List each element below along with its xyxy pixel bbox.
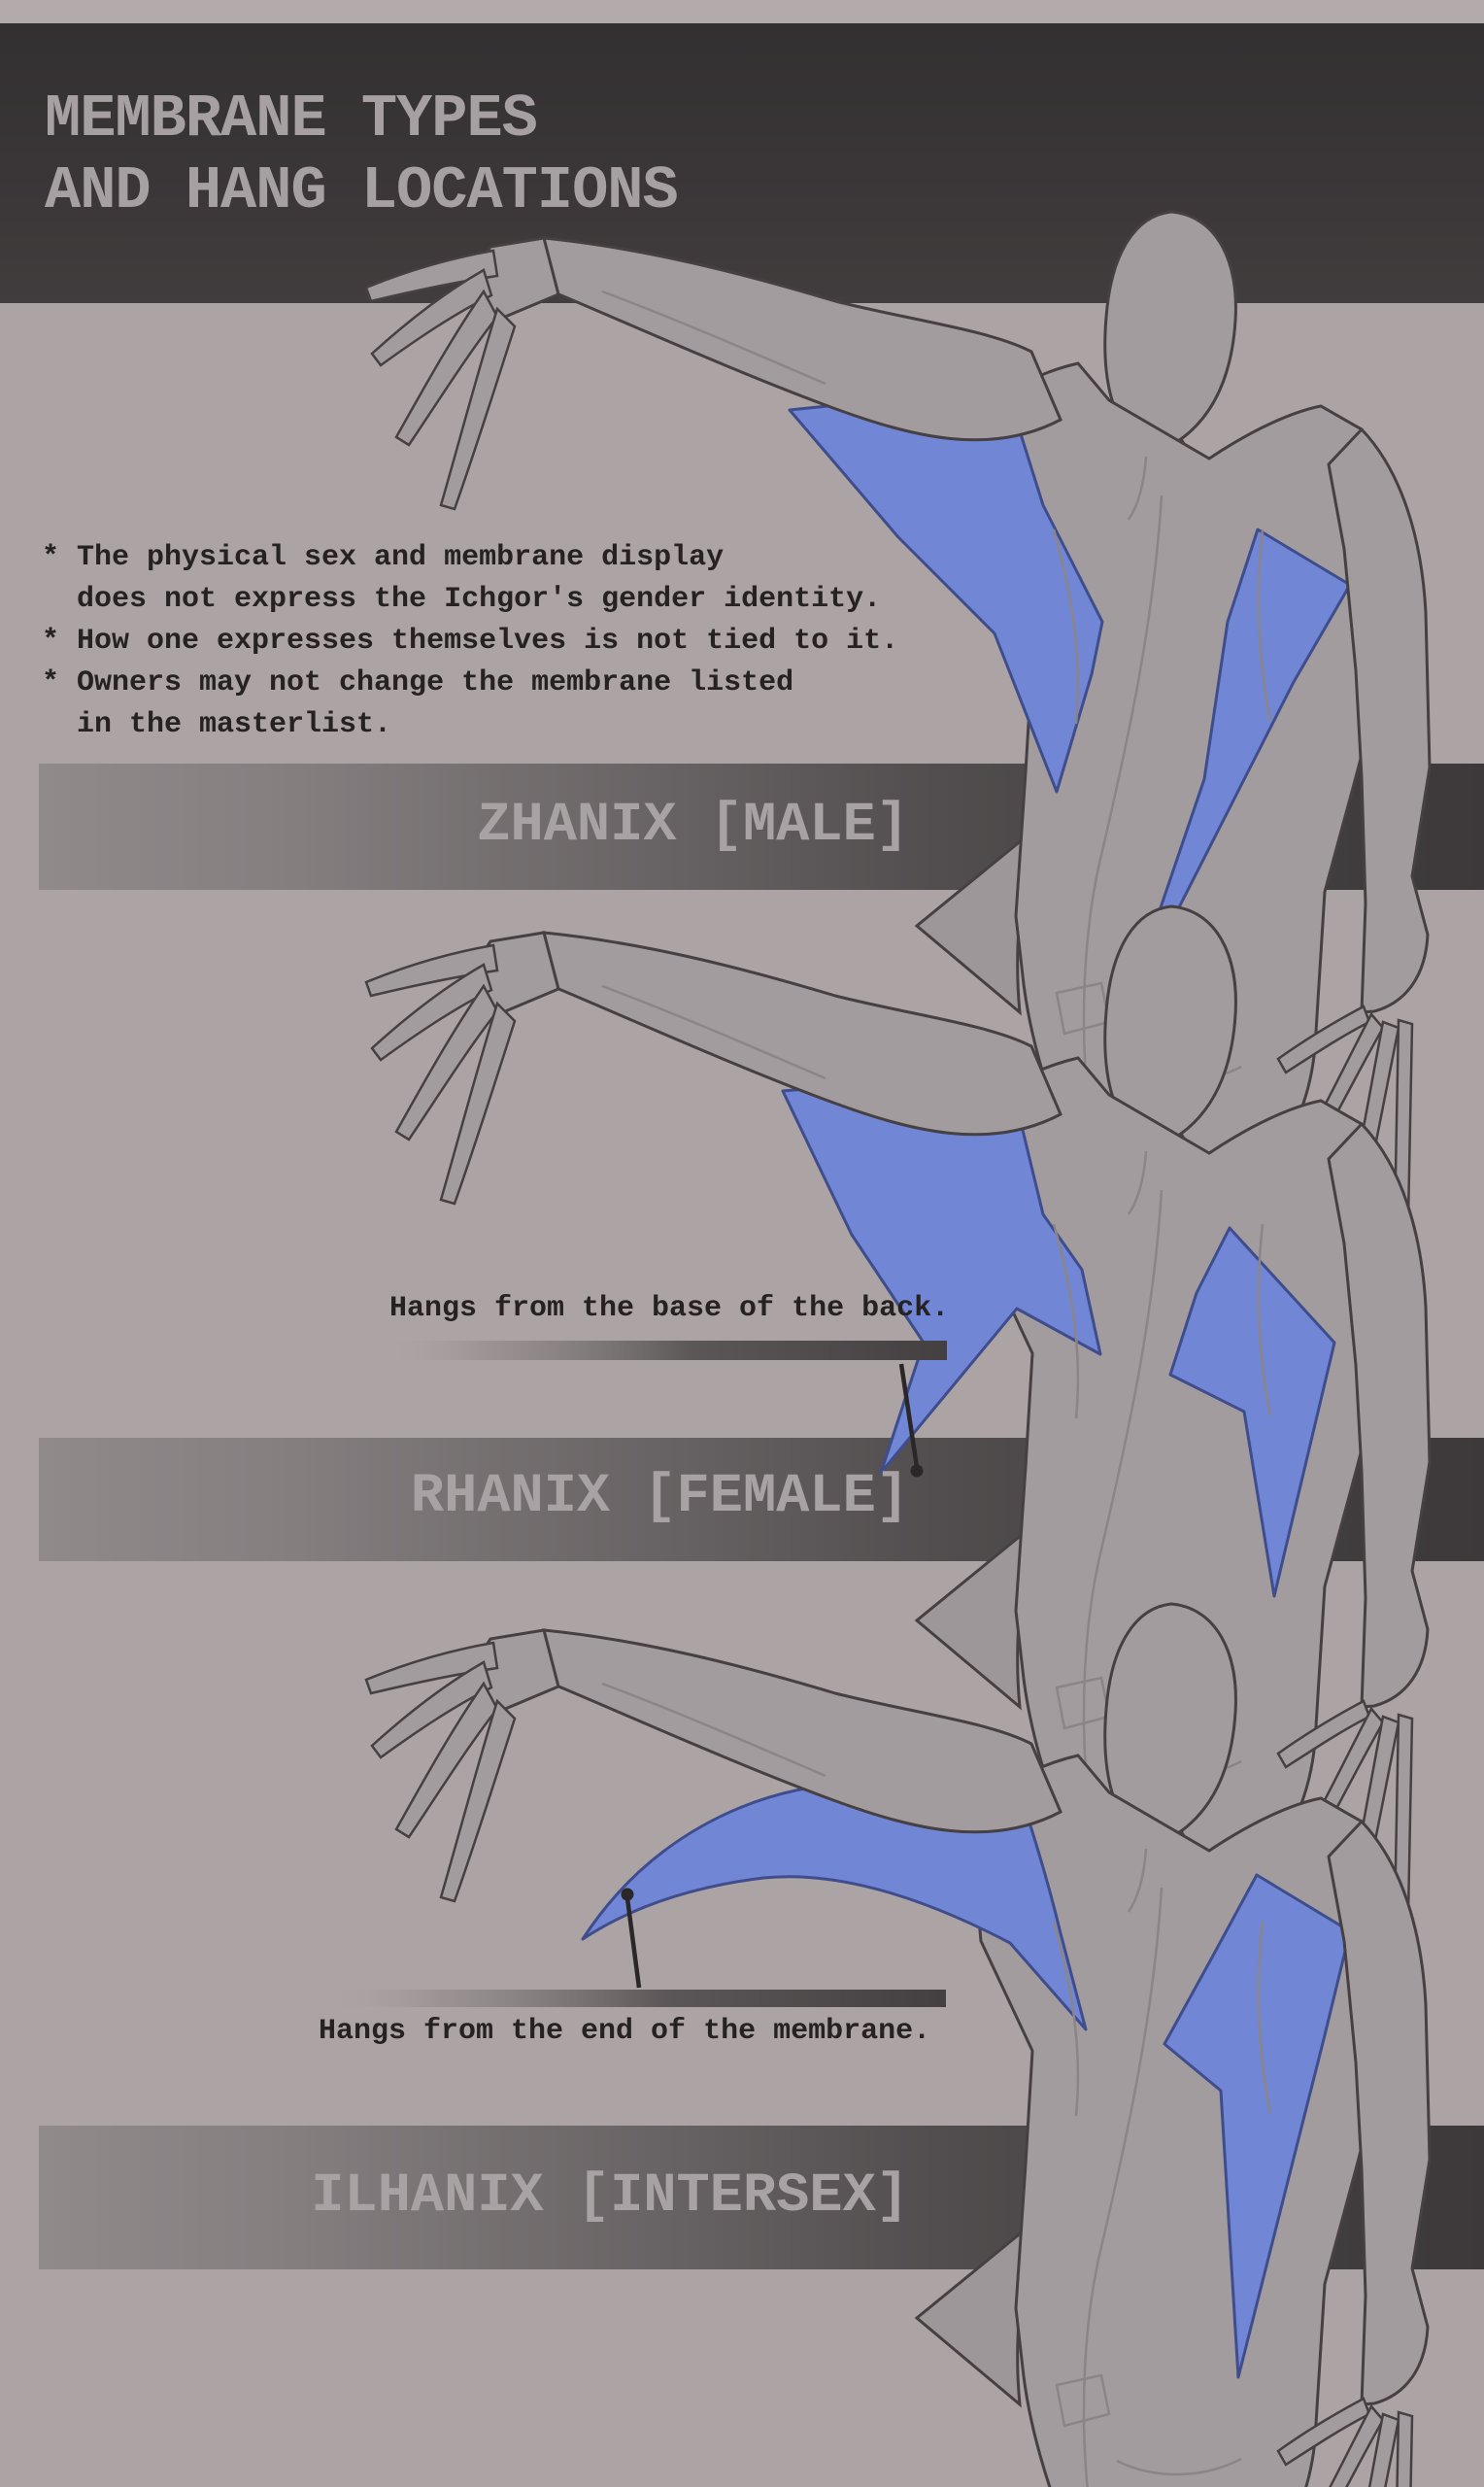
note-line: in the masterlist.	[42, 708, 392, 741]
caption-ilhanix: Hangs from the end of the membrane.	[319, 2015, 931, 2048]
note-line: * The physical sex and membrane display	[42, 541, 725, 574]
title-line-2: AND HANG LOCATIONS	[45, 156, 678, 225]
callout-rhanix	[384, 1341, 947, 1478]
caption-rhanix: Hangs from the base of the back.	[389, 1292, 950, 1325]
callout-dot	[911, 1465, 924, 1478]
section-label-rhanix: RHANIX [FEMALE]	[410, 1466, 909, 1528]
notes-block	[42, 537, 898, 746]
note-line: * How one expresses themselves is not tied to it.	[42, 625, 899, 658]
callout-dot	[622, 1889, 634, 1901]
callout-underline-bar	[384, 1341, 947, 1360]
section-label-zhanix: ZHANIX [MALE]	[477, 795, 909, 857]
callout-underline-bar	[325, 1990, 946, 2007]
title-line-1: MEMBRANE TYPES	[45, 85, 537, 153]
section-label-ilhanix: ILHANIX [INTERSEX]	[311, 2165, 909, 2228]
note-line: * Owners may not change the membrane listed	[42, 666, 794, 699]
note-line: does not express the Ichgor's gender identity.	[42, 583, 882, 616]
